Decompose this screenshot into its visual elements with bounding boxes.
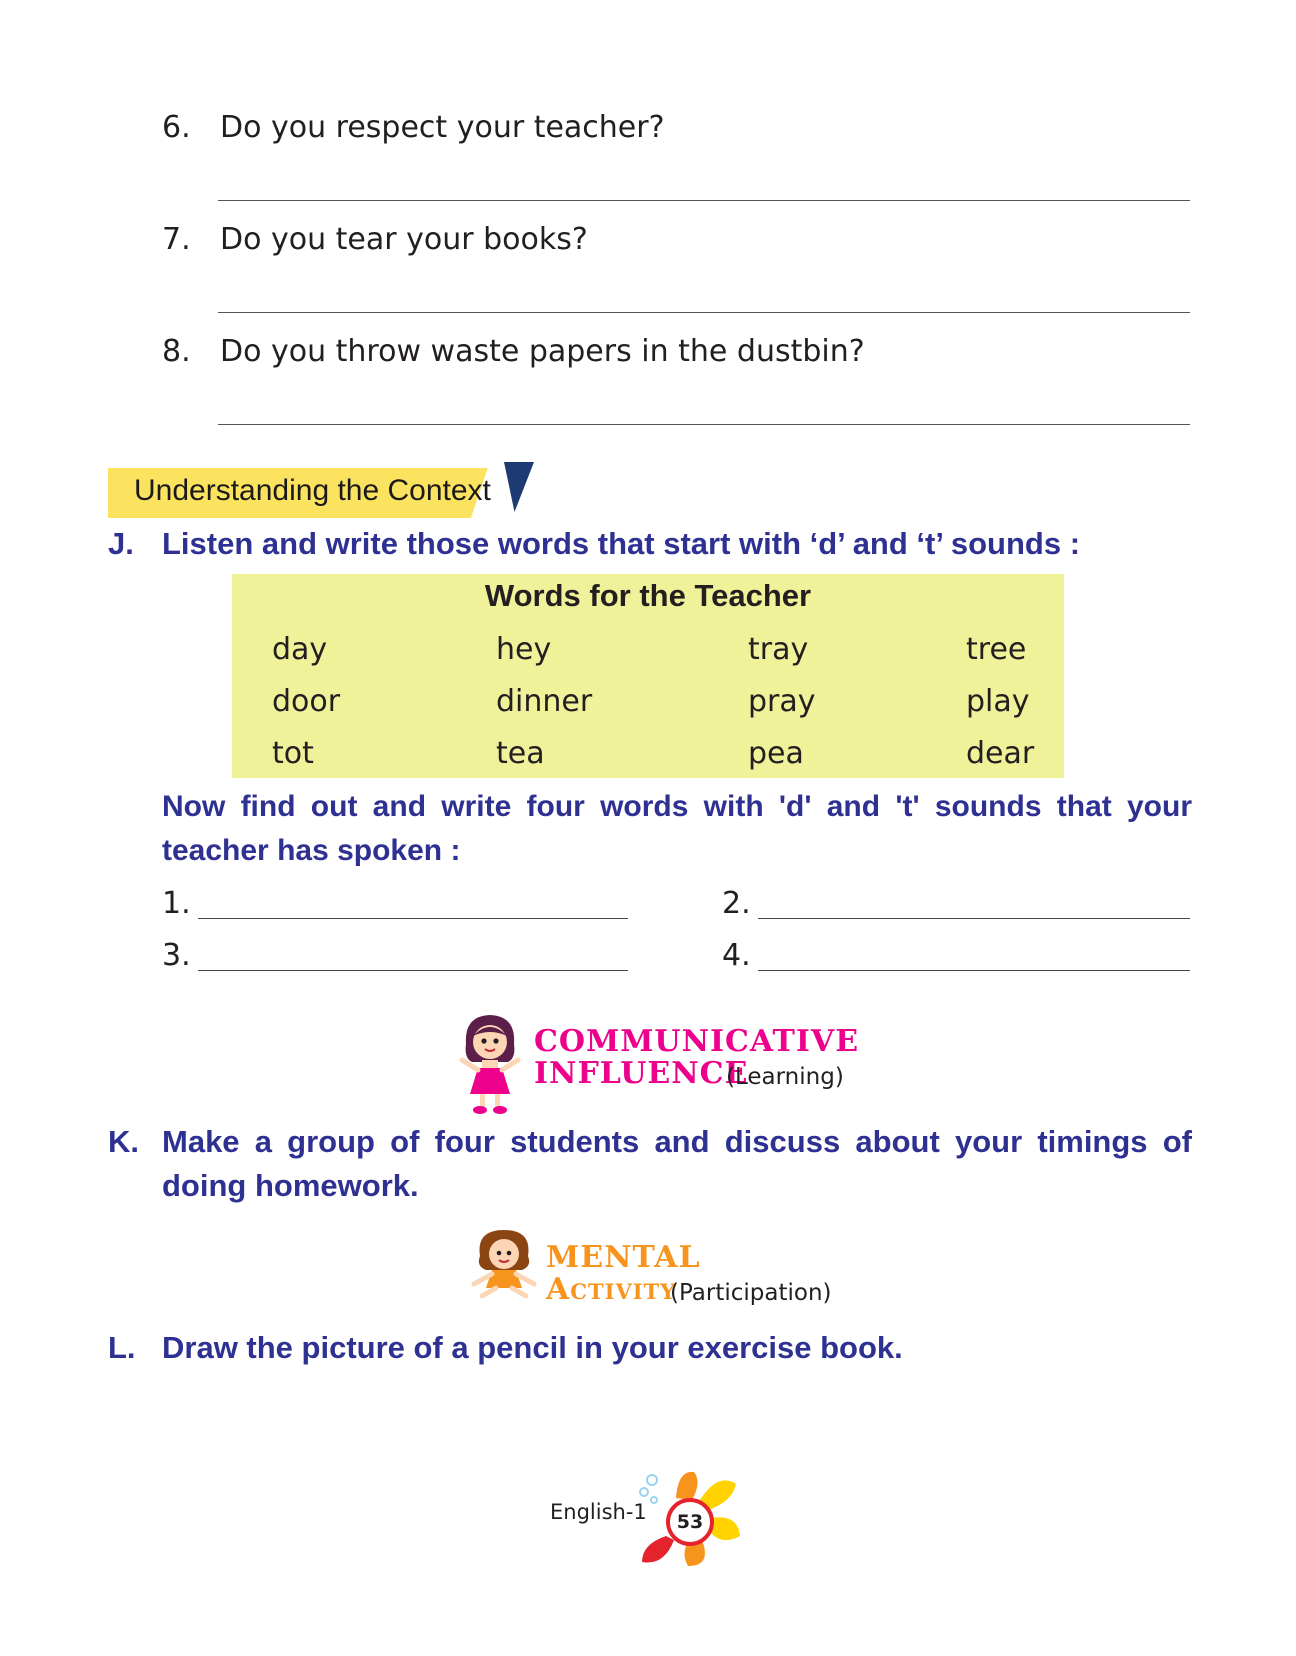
exercise-j-followup-line1: Now find out and write four words with 'd' and 't' sounds that your <box>162 790 1192 823</box>
blank-line-4[interactable] <box>758 970 1190 971</box>
girl-mascot-icon <box>468 1226 540 1300</box>
question-number: 7. <box>162 222 191 257</box>
question-text: Do you throw waste papers in the dustbin? <box>220 334 865 369</box>
blank-line-1[interactable] <box>198 918 628 919</box>
exercise-k-line2: doing homework. <box>162 1168 419 1203</box>
exercise-text: Make a group of four students and discuss about your timings of <box>162 1124 1192 1159</box>
word-table-title: Words for the Teacher <box>484 578 812 613</box>
word-cell: day <box>272 632 328 667</box>
blank-number: 1. <box>162 886 191 921</box>
blank-number: 3. <box>162 938 191 973</box>
banner-flag-icon <box>504 462 534 512</box>
answer-line-8[interactable] <box>218 424 1190 425</box>
question-number: 8. <box>162 334 191 369</box>
word-cell: play <box>966 684 1030 719</box>
word-cell: pray <box>748 684 816 719</box>
question-text: Do you tear your books? <box>220 222 588 257</box>
mental-title: MENTAL <box>546 1240 701 1275</box>
word-cell: pea <box>748 736 804 771</box>
exercise-text: Listen and write those words that start with ‘d’ and ‘t’ sounds : <box>162 526 1081 561</box>
girl-mascot-icon <box>456 1010 524 1116</box>
exercise-letter: K. <box>108 1124 139 1159</box>
word-cell: tea <box>496 736 545 771</box>
section-banner-title: Understanding the Context <box>134 474 491 507</box>
mental-subtitle: (Participation) <box>670 1280 832 1306</box>
word-cell: dear <box>966 736 1035 771</box>
answer-line-6[interactable] <box>218 200 1190 201</box>
question-number: 6. <box>162 110 191 145</box>
blank-number: 4. <box>722 938 751 973</box>
book-name: English-1 <box>550 1500 647 1524</box>
exercise-letter: J. <box>108 526 134 561</box>
word-cell: tot <box>272 736 314 771</box>
blank-line-2[interactable] <box>758 918 1190 919</box>
question-6 <box>162 110 665 145</box>
question-8 <box>162 334 865 369</box>
answer-line-7[interactable] <box>218 312 1190 313</box>
blank-number: 2. <box>722 886 751 921</box>
question-text: Do you respect your teacher? <box>220 110 665 145</box>
word-cell: dinner <box>496 684 593 719</box>
word-cell: door <box>272 684 341 719</box>
exercise-j-followup-line2: teacher has spoken : <box>162 834 461 867</box>
word-cell: tree <box>966 632 1027 667</box>
word-cell: hey <box>496 632 552 667</box>
influence-title: INFLUENCE <box>534 1056 749 1091</box>
blank-line-3[interactable] <box>198 970 628 971</box>
word-cell: tray <box>748 632 809 667</box>
communicative-subtitle: (Learning) <box>726 1064 844 1090</box>
page-number: 53 <box>666 1498 714 1546</box>
question-7 <box>162 222 588 257</box>
activity-title: Activity <box>546 1272 677 1307</box>
exercise-letter: L. <box>108 1330 136 1365</box>
exercise-text: Draw the picture of a pencil in your exercise book. <box>162 1330 903 1365</box>
communicative-title: COMMUNICATIVE <box>534 1024 860 1059</box>
